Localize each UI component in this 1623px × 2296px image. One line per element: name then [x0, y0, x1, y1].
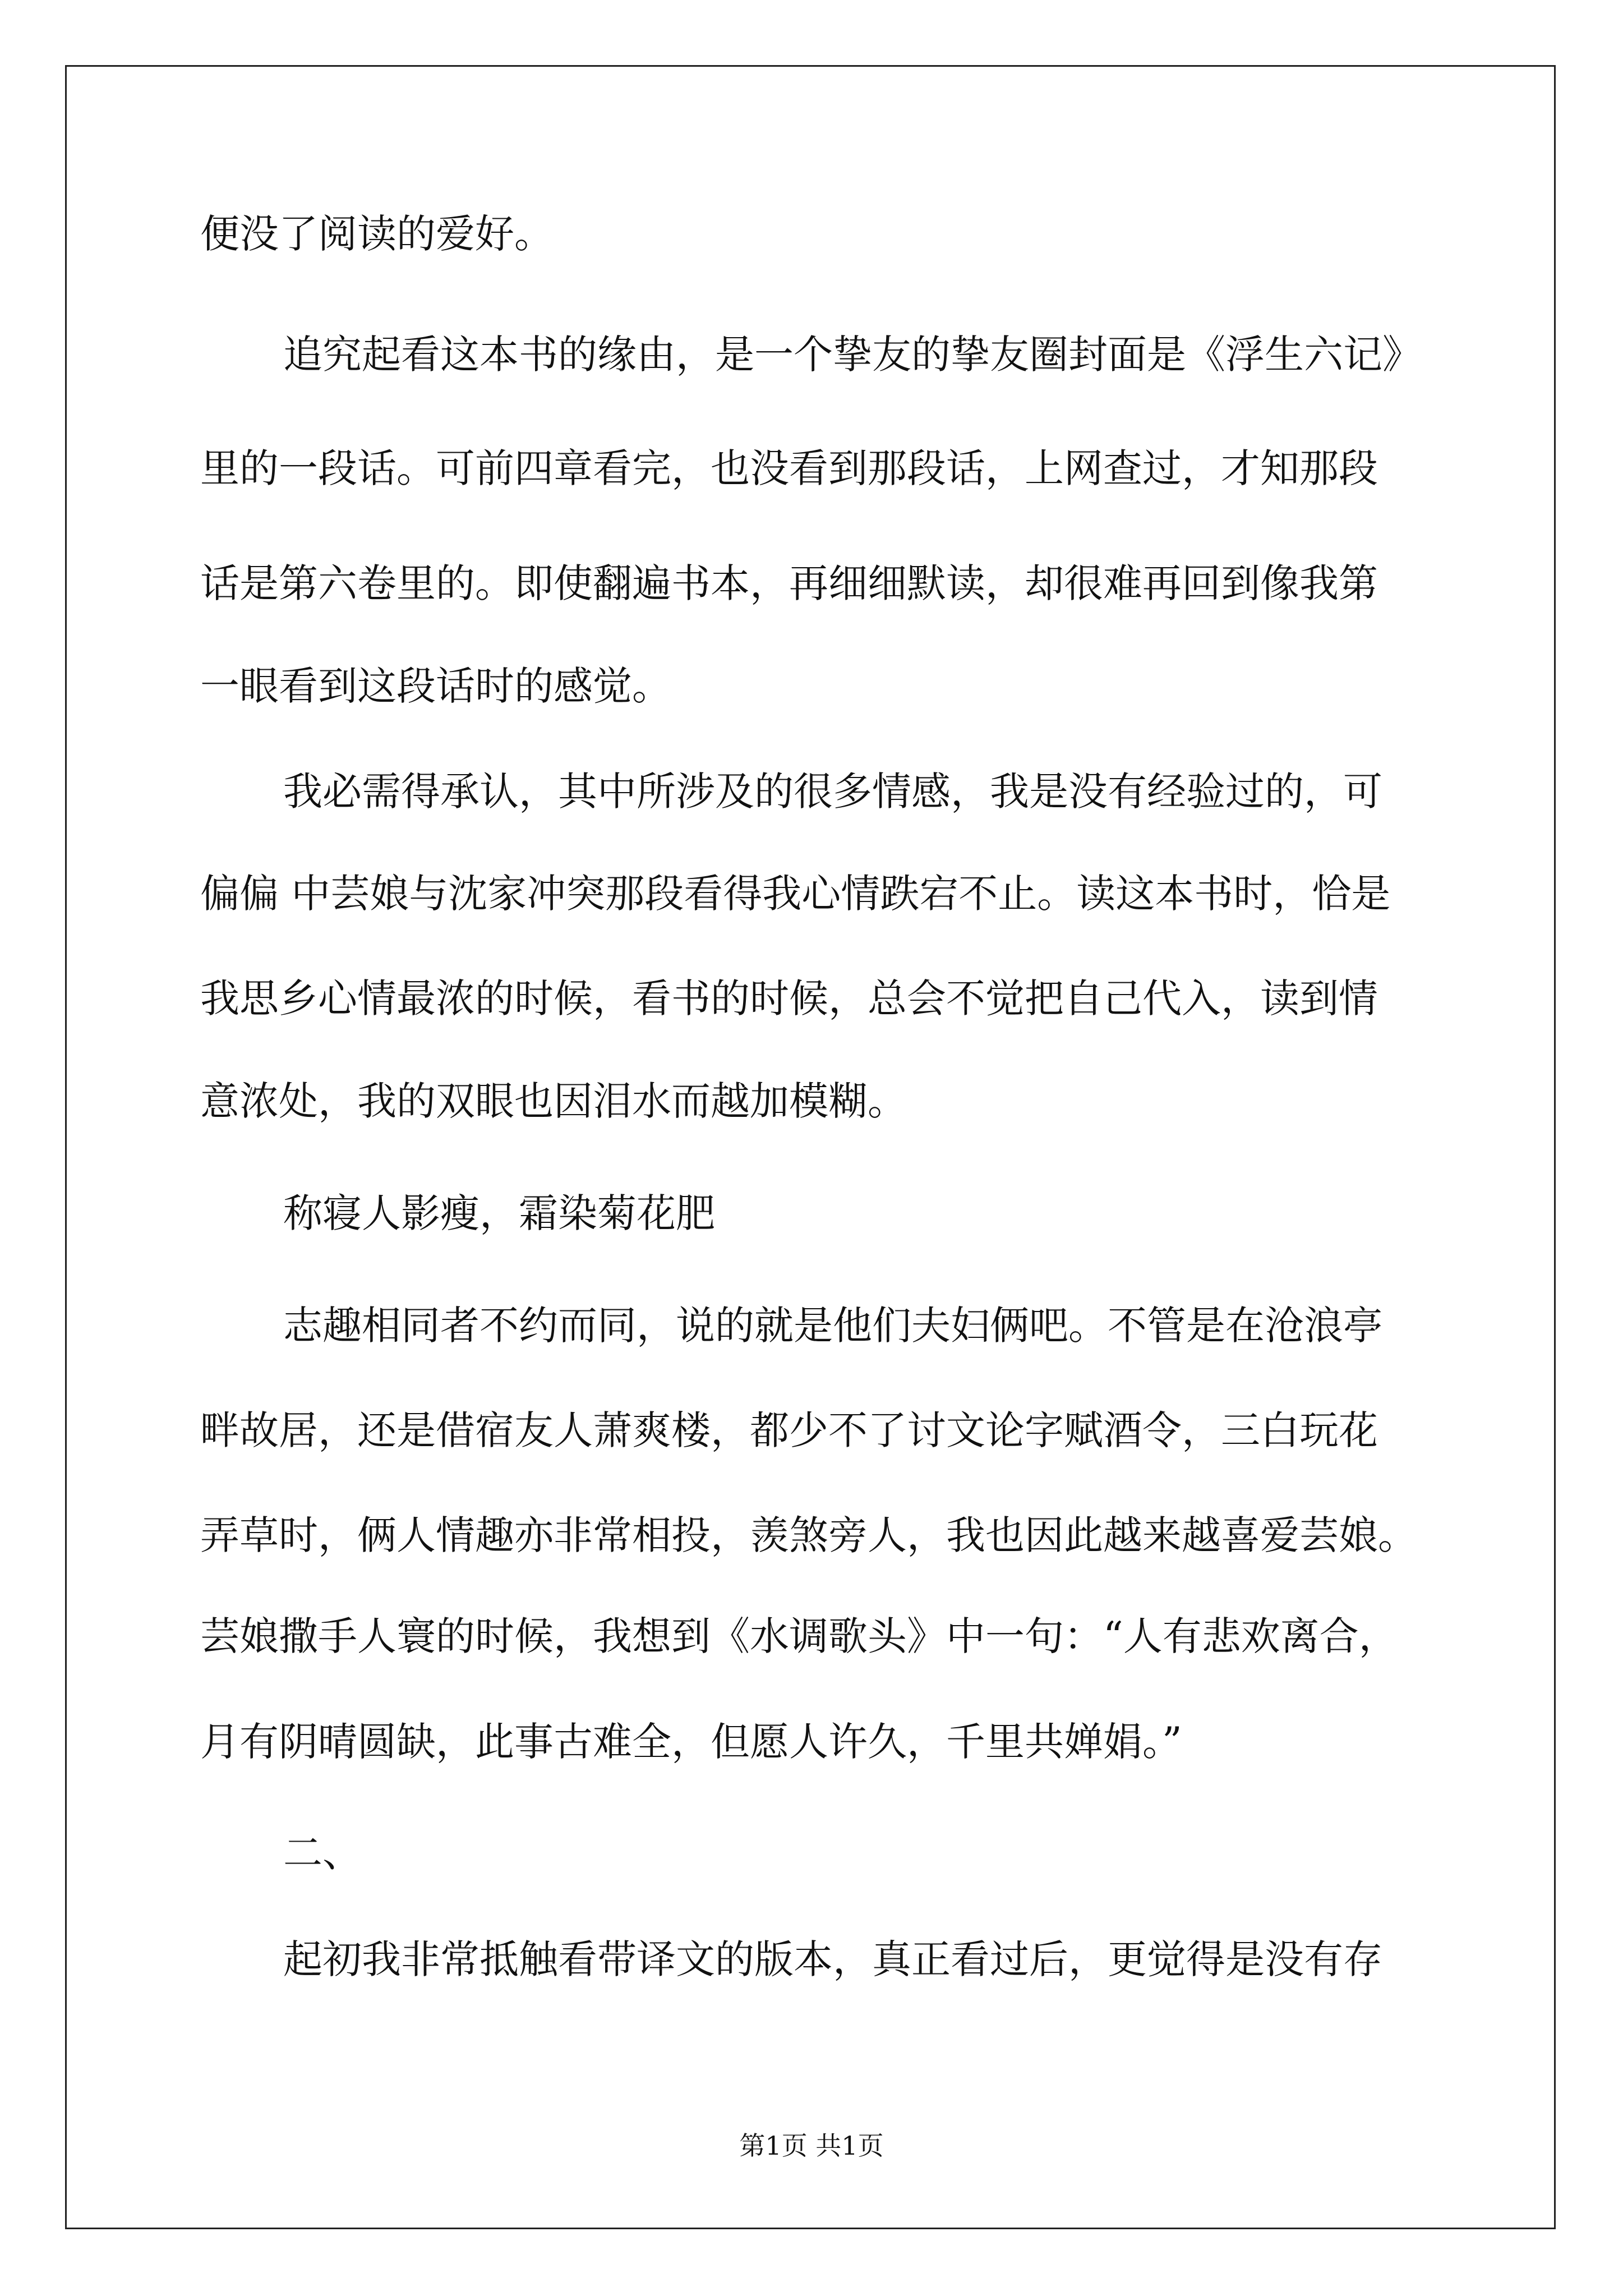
paragraph-line: 便没了阅读的爱好。 — [200, 211, 554, 257]
paragraph-line: 畔故居，还是借宿友人萧爽楼，都少不了讨文论字赋酒令，三白玩花 — [200, 1407, 1378, 1453]
paragraph-line: 弄草时，俩人情趣亦非常相投，羡煞旁人，我也因此越来越喜爱芸娘。 — [200, 1512, 1417, 1558]
paragraph-line: 偏偏 中芸娘与沈家冲突那段看得我心情跌宕不止。读这本书时，恰是 — [200, 871, 1391, 917]
page-border — [65, 65, 1556, 2229]
paragraph-line: 意浓处，我的双眼也因泪水而越加模糊。 — [200, 1078, 907, 1124]
paragraph-line: 追究起看这本书的缘由，是一个挚友的挚友圈封面是《浮生六记》 — [283, 332, 1422, 378]
paragraph-line: 二、 — [283, 1830, 362, 1876]
paragraph-line: 起初我非常抵触看带译文的版本，真正看过后，更觉得是没有存 — [283, 1936, 1382, 1982]
paragraph-line: 称寝人影瘦，霜染菊花肥 — [283, 1190, 715, 1236]
paragraph-line: 我思乡心情最浓的时候，看书的时候，总会不觉把自己代入，读到情 — [200, 976, 1378, 1022]
paragraph-line: 一眼看到这段话时的感觉。 — [200, 663, 671, 709]
paragraph-line: 我必需得承认，其中所涉及的很多情感，我是没有经验过的，可 — [283, 769, 1382, 815]
paragraph-line: 月有阴晴圆缺，此事古难全，但愿人许久，千里共婵娟。” — [200, 1719, 1182, 1765]
paragraph-line: 芸娘撒手人寰的时候，我想到《水调歌头》中一句：“人有悲欢离合， — [200, 1613, 1398, 1659]
paragraph-line: 话是第六卷里的。即使翻遍书本，再细细默读，却很难再回到像我第 — [200, 560, 1378, 606]
paragraph-line: 里的一段话。可前四章看完，也没看到那段话，上网查过，才知那段 — [200, 445, 1378, 491]
page-footer: 第1页 共1页 — [739, 2131, 884, 2161]
paragraph-line: 志趣相同者不约而同，说的就是他们夫妇俩吧。不管是在沧浪亭 — [283, 1303, 1382, 1349]
